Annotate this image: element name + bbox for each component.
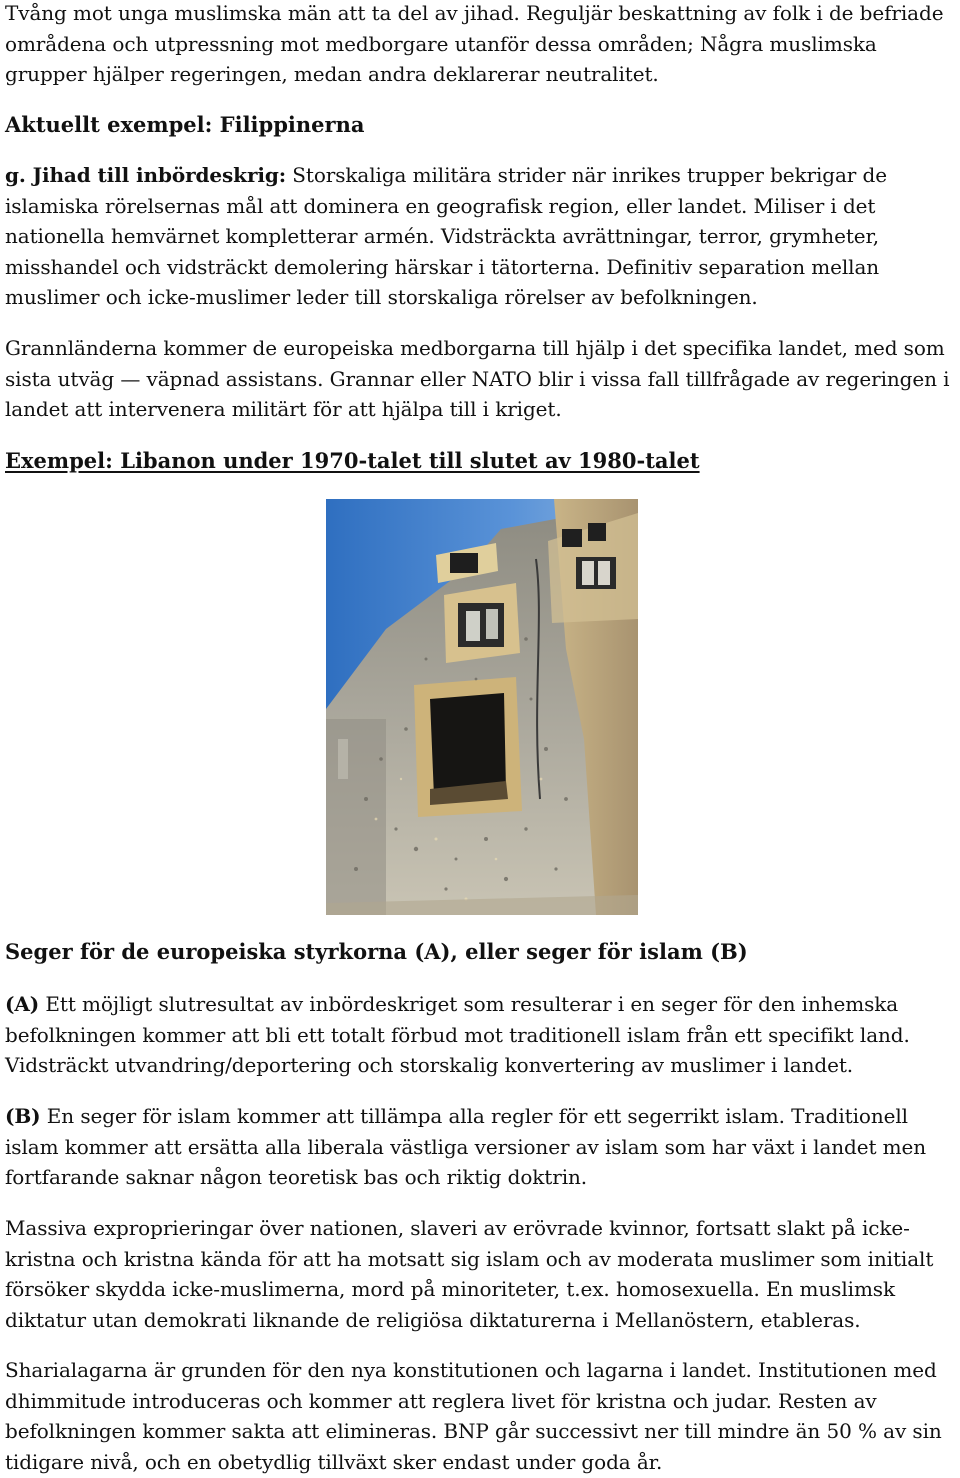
outcome-b-text: En seger för islam kommer att tillämpa alla regler för ett segerrikt islam. Traditionell islam kommer att ersätta alla liberala västliga versioner av islam som har växt i landet men fortfarande saknar någon teoretisk bas och riktig doktrin.: [5, 1104, 927, 1189]
heading-lebanon-example: Exempel: Libanon under 1970-talet till slutet av 1980-talet: [5, 448, 700, 473]
section-g-text: Storskaliga militära strider när inrikes trupper bekrigar de islamiska rörelsernas mål att dominera en geografisk region, eller landet. Miliser i det nationella hemvärnet kompletterar armén. Vidsträckta avrättningar, terror, grymheter, misshandel och vidsträckt demolering härskar i tätorterna. Definitiv separation mellan muslimer och icke-muslimer leder till storskaliga rörelser av befolkningen.: [5, 163, 887, 309]
outcome-b-label: (B): [5, 1104, 41, 1128]
outcome-a-label: (A): [5, 992, 40, 1016]
paragraph-outcome-a: [5, 989, 955, 1081]
paragraph-conscription: Tvång mot unga muslimska män att ta del av jihad. Reguljär beskattning av folk i de befriade områdena och utpressning mot medborgare utanför dessa områden; Några muslimska grupper hjälper regeringen, medan andra deklarerar neutralitet.: [5, 1, 944, 86]
heading-current-example: Aktuellt exempel: Filippinerna: [5, 112, 365, 137]
paragraph-outcome-b: [5, 1101, 955, 1193]
heading-victory: Seger för de europeiska styrkorna (A), eller seger för islam (B): [5, 939, 748, 964]
paragraph-expropriations: Massiva exproprieringar över nationen, slaveri av erövrade kvinnor, fortsatt slakt på icke-kristna och kristna kända för att ha motsatt sig islam och av moderata muslimer som initialt försöker skydda icke-muslimerna, mord på minoriteter, t.ex. homosexuella. En muslimsk diktatur utan demokrati liknande de religiösa diktaturerna i Mellanöstern, etableras.: [5, 1216, 934, 1332]
war-damaged-building-photo: [326, 499, 638, 915]
paragraph-sharia: Sharialagarna är grunden för den nya konstitutionen och lagarna i landet. Institutionen med dhimmitude introduceras och kommer att reglera livet för kristna och judar. Resten av befolkningen kommer sakta att elimineras. BNP går successivt ner till mindre än 50 % av sin tidigare nivå, och en obetydlig tillväxt sker endast under goda år.: [5, 1358, 942, 1474]
outcome-a-text: Ett möjligt slutresultat av inbördeskriget som resulterar i en seger för den inhemska befolkningen kommer att bli ett totalt förbud mot traditionell islam från ett specifikt land. Vidsträckt utvandring/deportering och storskalig konvertering av muslimer i landet.: [5, 992, 910, 1077]
paragraph-jihad-civil-war: [5, 160, 955, 313]
paragraph-neighbors: Grannländerna kommer de europeiska medborgarna till hjälp i det specifika landet, med som sista utväg — väpnad assistans. Grannar eller NATO blir i vissa fall tillfrågade av regeringen i landet att intervenera militärt för att hjälpa till i kriget.: [5, 336, 950, 421]
section-g-label: g. Jihad till inbördeskrig:: [5, 163, 287, 187]
